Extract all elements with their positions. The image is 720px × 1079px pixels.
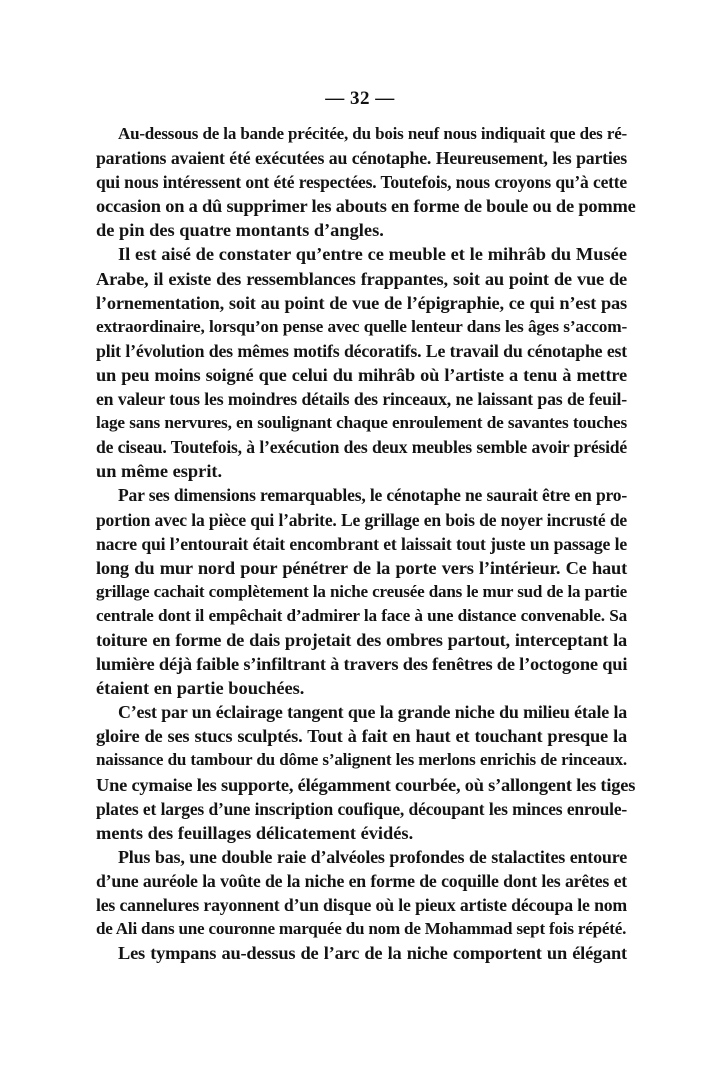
paragraph bbox=[96, 845, 627, 941]
text-line: un peu moins soigné que celui du mihrâb où l’artiste a tenu à mettre bbox=[96, 364, 627, 385]
text-line: de ciseau. Toutefois, à l’exécution des deux meubles semble avoir présidé bbox=[96, 437, 627, 458]
text-line: de Ali dans une couronne marquée du nom de Mohammad sept fois répété. bbox=[96, 919, 627, 939]
text-line: un même esprit. bbox=[96, 461, 223, 482]
text-line: toiture en forme de dais projetait des ombres partout, interceptant la bbox=[96, 629, 627, 650]
text-line: d’une auréole la voûte de la niche en forme de coquille dont les arêtes et bbox=[96, 870, 627, 891]
text-line: les cannelures rayonnent d’un disque où le pieux artiste découpa le nom bbox=[96, 895, 627, 915]
text-line: C’est par un éclairage tangent que la grande niche du milieu étale la bbox=[118, 702, 627, 723]
text-line: Les tympans au-dessus de l’arc de la niche comportent un élégant bbox=[118, 943, 627, 964]
text-line: Il est aisé de constater qu’entre ce meuble et le mihrâb du Musée bbox=[118, 244, 627, 265]
text-line: naissance du tambour du dôme s’alignent les merlons enrichis de rinceaux. bbox=[96, 750, 627, 770]
paragraph bbox=[96, 483, 627, 700]
text-line: plit l’évolution des mêmes motifs décoratifs. Le travail du cénotaphe est bbox=[96, 340, 627, 361]
text-line: de pin des quatre montants d’angles. bbox=[96, 220, 384, 241]
text-line: extraordinaire, lorsqu’on pense avec quelle lenteur dans les âges s’accom- bbox=[96, 316, 627, 336]
paragraph bbox=[96, 122, 636, 242]
text-line: grillage cachait complètement la niche creusée dans le mur sud de la partie bbox=[96, 581, 627, 601]
paragraph bbox=[96, 941, 627, 965]
page-number: — 32 — bbox=[325, 88, 395, 109]
paragraph bbox=[96, 242, 627, 483]
text-line: gloire de ses stucs sculptés. Tout à fait en haut et touchant presque la bbox=[96, 726, 627, 747]
text-line: qui nous intéressent ont été respectées. Toutefois, nous croyons qu’à cette bbox=[96, 172, 627, 193]
text-line: lumière déjà faible s’infiltrant à travers des fenêtres de l’octogone qui bbox=[96, 654, 628, 675]
text-line: occasion on a dû supprimer les abouts en forme de boule ou de pomme bbox=[96, 196, 636, 217]
text-line: long du mur nord pour pénétrer de la porte vers l’intérieur. Ce haut bbox=[96, 557, 627, 578]
text-line: Une cymaise les supporte, élégamment courbée, où s’allongent les tiges bbox=[96, 774, 636, 795]
text-line: Au-dessous de la bande précitée, du bois neuf nous indiquait que des ré- bbox=[118, 124, 627, 143]
text-line: en valeur tous les moindres détails des rinceaux, ne laissant pas de feuil- bbox=[96, 389, 627, 410]
text-line: ments des feuillages délicatement évidés. bbox=[96, 822, 414, 843]
text-line: parations avaient été exécutées au cénotaphe. Heureusement, les parties bbox=[96, 148, 627, 169]
text-line: Arabe, il existe des ressemblances frappantes, soit au point de vue de bbox=[96, 268, 627, 289]
text-line: portion avec la pièce qui l’abrite. Le grillage en bois de noyer incrusté de bbox=[96, 509, 627, 530]
paragraph bbox=[96, 700, 636, 845]
body-text bbox=[96, 122, 636, 965]
text-line: centrale dont il empêchait d’admirer la face à une distance convenable. Sa bbox=[96, 605, 627, 625]
text-line: plates et larges d’une inscription coufique, découpant les minces enroule- bbox=[96, 798, 627, 819]
text-line: étaient en partie bouchées. bbox=[96, 678, 305, 699]
text-line: Par ses dimensions remarquables, le cénotaphe ne saurait être en pro- bbox=[118, 485, 627, 506]
text-line: nacre qui l’entourait était encombrant et laissait tout juste un passage le bbox=[96, 533, 627, 554]
text-line: l’ornementation, soit au point de vue de l’épigraphie, ce qui n’est pas bbox=[96, 292, 627, 313]
text-line: lage sans nervures, en soulignant chaque enroulement de savantes touches bbox=[96, 413, 627, 433]
text-line: Plus bas, une double raie d’alvéoles profondes de stalactites entoure bbox=[118, 846, 627, 867]
